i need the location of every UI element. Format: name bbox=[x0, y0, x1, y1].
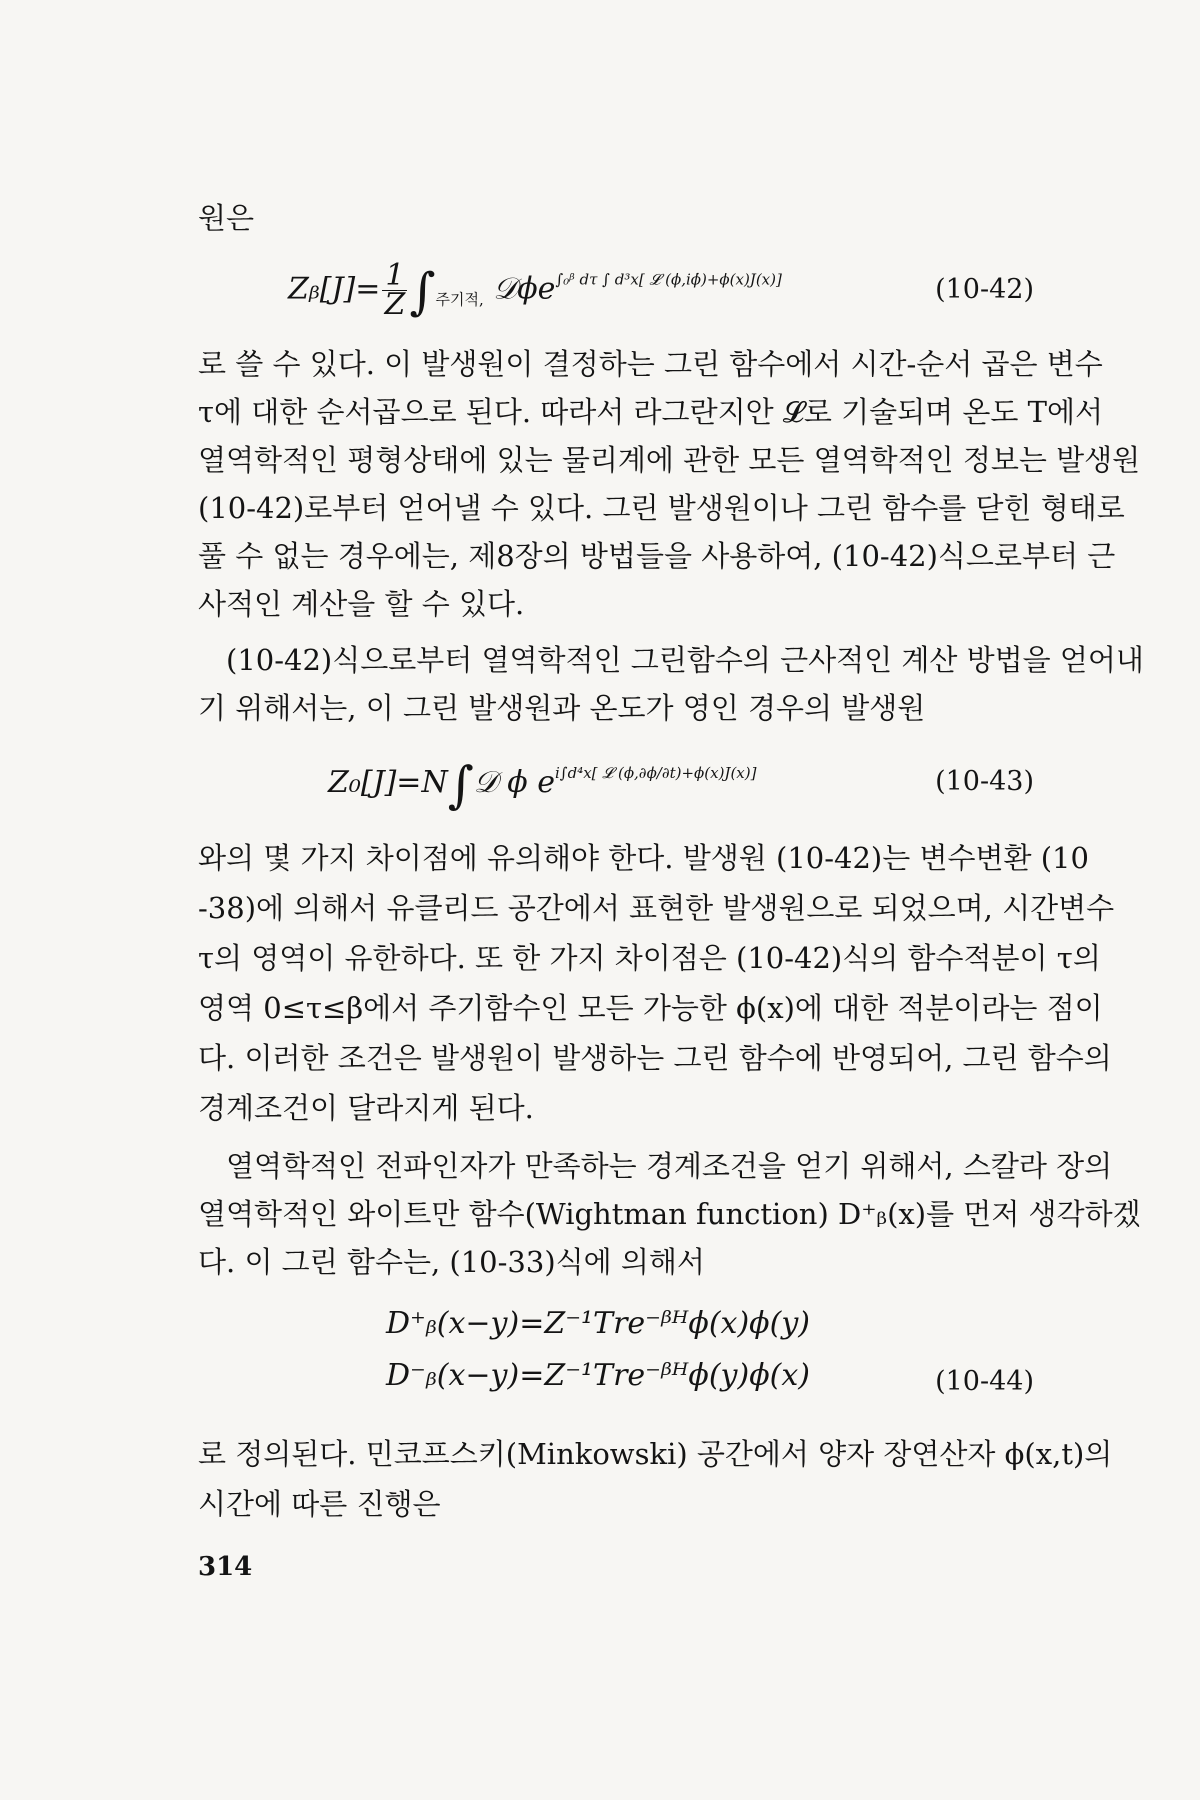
text-line-15: 경계조건이 달라지게 된다. bbox=[198, 1091, 534, 1125]
equation-number: (10-42) bbox=[935, 274, 1034, 305]
equation-number: (10-44) bbox=[935, 1366, 1034, 1397]
text-line-2: 로 쓸 수 있다. 이 발생원이 결정하는 그린 함수에서 시간-순서 곱은 변수 bbox=[198, 347, 1103, 381]
equation-lhs: Z₀[J]=N bbox=[328, 765, 448, 800]
equation-10-44 bbox=[198, 1306, 1034, 1416]
text-line-7: 사적인 계산을 할 수 있다. bbox=[198, 587, 525, 621]
equation-10-42-expression bbox=[288, 258, 782, 322]
text-line-12: τ의 영역이 유한하다. 또 한 가지 차이점은 (10-42)식의 함수적분이 τ의 bbox=[198, 941, 1101, 975]
text-line-3: τ에 대한 순서곱으로 된다. 따라서 라그란지안 𝓛로 기술되며 온도 T에서 bbox=[198, 395, 1104, 429]
equation-10-44-line-1: D⁺ᵦ(x−y)=Z⁻¹Tre⁻ᵝᴴϕ(x)ϕ(y) bbox=[386, 1306, 810, 1341]
equation-10-42 bbox=[198, 258, 1034, 322]
text-line-16: 열역학적인 전파인자가 만족하는 경계조건을 얻기 위해서, 스칼라 장의 bbox=[226, 1149, 1113, 1183]
text-line-11: -38)에 의해서 유클리드 공간에서 표현한 발생원으로 되었으며, 시간변수 bbox=[198, 891, 1115, 925]
text-line-13: 영역 0≤τ≤β에서 주기함수인 모든 가능한 ϕ(x)에 대한 적분이라는 점이 bbox=[198, 991, 1103, 1025]
equation-lhs: Zᵦ[J]= bbox=[288, 271, 381, 307]
measure: 𝒟ϕe bbox=[493, 271, 556, 307]
fraction: $\frac{1}{Z}$ bbox=[382, 262, 407, 319]
integral-sign: ∫ bbox=[409, 262, 436, 321]
text-line-8: (10-42)식으로부터 열역학적인 그린함수의 근사적인 계산 방법을 얻어내 bbox=[226, 643, 1144, 677]
text-line-4: 열역학적인 평형상태에 있는 물리계에 관한 모든 열역학적인 정보는 발생원 bbox=[198, 443, 1141, 477]
text-line-10: 와의 몇 가지 차이점에 유의해야 한다. 발생원 (10-42)는 변수변환 (10 bbox=[198, 841, 1089, 875]
exponent: ∫₀ᵝ dτ ∫ d³x[ 𝓛 (ϕ,iϕ̇)+ϕ(x)J(x)] bbox=[555, 270, 782, 289]
exponent: i∫d⁴x[ 𝓛 (ϕ,∂ϕ/∂t)+ϕ(x)J(x)] bbox=[554, 764, 757, 782]
text-line-6: 풀 수 없는 경우에는, 제8장의 방법들을 사용하여, (10-42)식으로부터 근 bbox=[198, 539, 1116, 573]
equation-number: (10-43) bbox=[935, 766, 1034, 797]
text-line-18: 다. 이 그린 함수는, (10-33)식에 의해서 bbox=[198, 1245, 705, 1279]
equation-10-43 bbox=[198, 752, 1034, 812]
measure: 𝒟 ϕ e bbox=[473, 765, 555, 800]
page-number: 314 bbox=[198, 1552, 253, 1582]
text-line-9: 기 위해서는, 이 그린 발생원과 온도가 영인 경우의 발생원 bbox=[198, 691, 926, 725]
text-line-17: 열역학적인 와이트만 함수(Wightman function) D⁺ᵦ(x)를 먼저 생각하겠 bbox=[198, 1197, 1141, 1231]
text-line-14: 다. 이러한 조건은 발생원이 발생하는 그린 함수에 반영되어, 그린 함수의 bbox=[198, 1041, 1112, 1075]
text-line-1: 원은 bbox=[198, 201, 255, 235]
integral-sign: ∫ bbox=[447, 756, 474, 814]
equation-10-44-line-2: D⁻ᵦ(x−y)=Z⁻¹Tre⁻ᵝᴴϕ(y)ϕ(x) bbox=[386, 1358, 810, 1393]
text-line-5: (10-42)로부터 얻어낼 수 있다. 그린 발생원이나 그린 함수를 닫힌 형태로 bbox=[198, 491, 1125, 525]
equation-10-43-expression bbox=[328, 756, 756, 814]
text-line-19: 로 정의된다. 민코프스키(Minkowski) 공간에서 양자 장연산자 ϕ(x,t)의 bbox=[198, 1437, 1113, 1471]
text-line-20: 시간에 따른 진행은 bbox=[198, 1487, 441, 1521]
integral-domain: 주기적, bbox=[435, 290, 484, 309]
